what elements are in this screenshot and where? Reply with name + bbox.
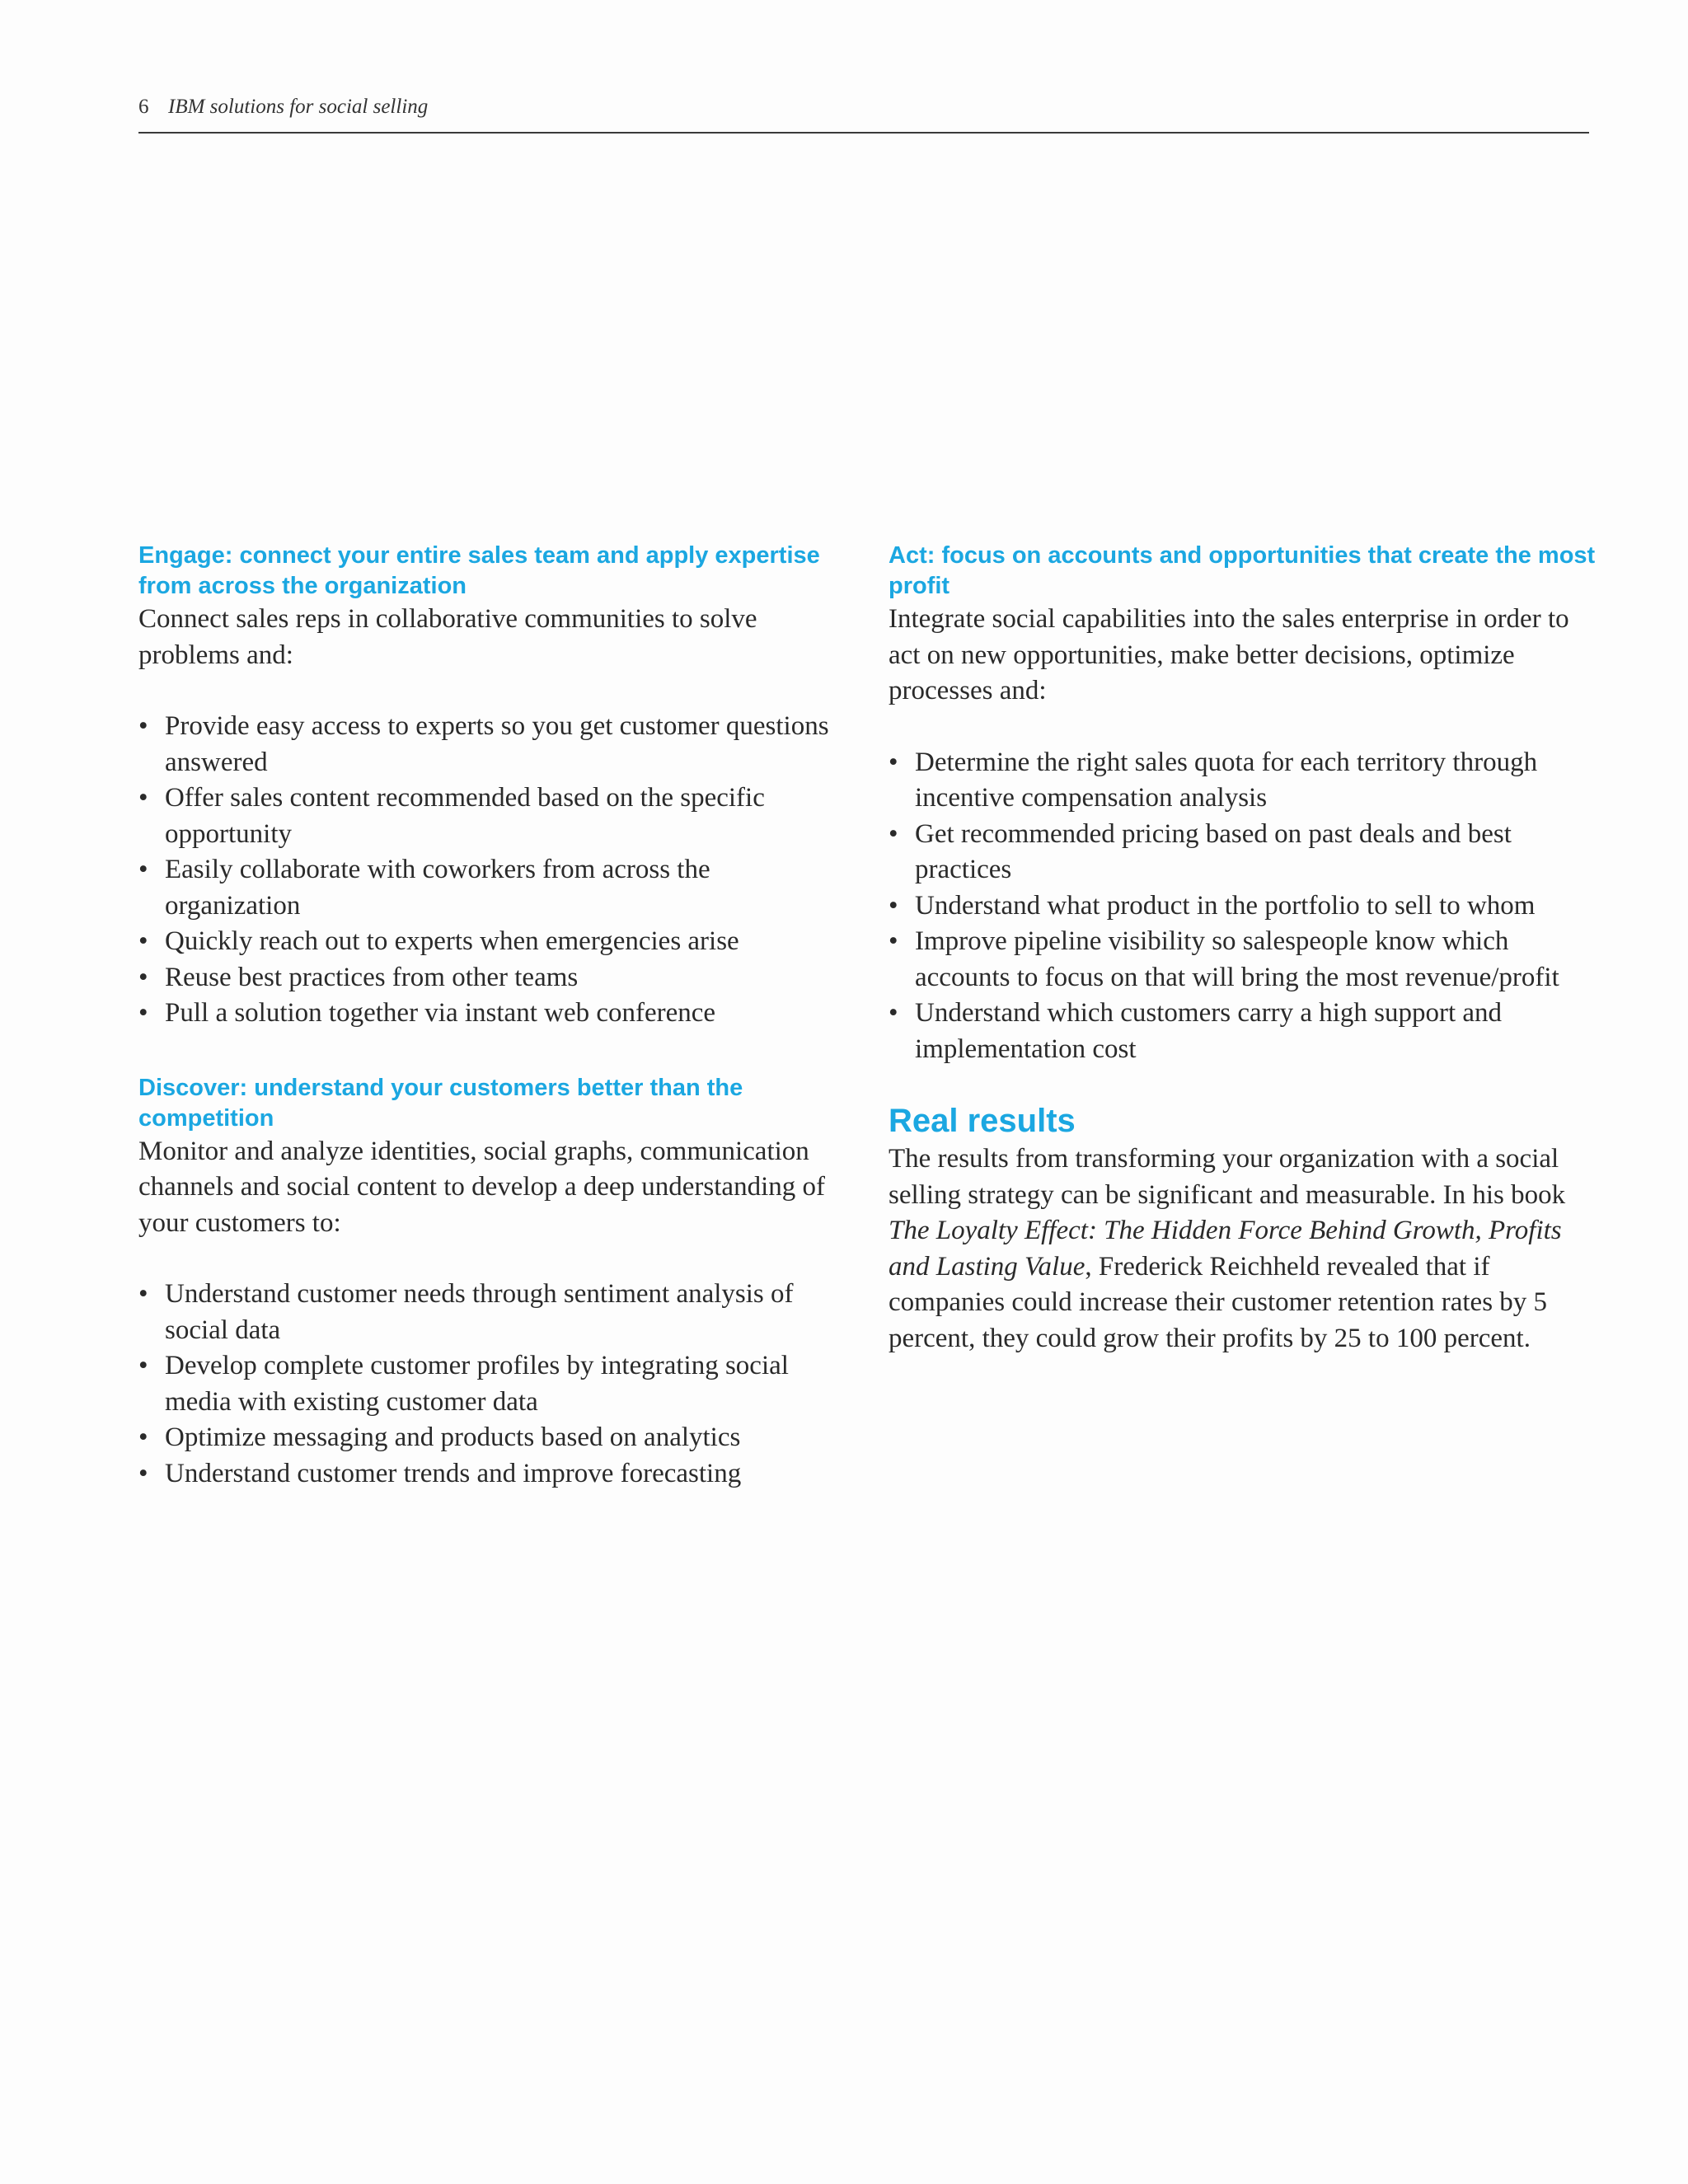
bullet-icon: • (138, 711, 148, 741)
engage-section (138, 541, 831, 1032)
act-intro: Integrate social capabilities into the sales enterprise in order to act on new opportunities, make better decisions, optimize processes and: (889, 604, 1569, 705)
real-results-paragraph (889, 1141, 1597, 1357)
results-text-part-2: , Frederick Reichheld revealed that if companies could increase their customer retention rates by 5 percent, they could grow their profits by 25 to 100 percent. (889, 1251, 1548, 1353)
engage-heading: Engage: connect your entire sales team and apply expertise from across the organization (138, 542, 820, 599)
bullet-icon: • (889, 998, 898, 1028)
right-column (889, 541, 1597, 1357)
act-section (889, 541, 1597, 1067)
list-item: • Get recommended pricing based on past deals and best practices (889, 817, 1597, 888)
list-item: • Easily collaborate with coworkers from across the organization (138, 852, 831, 924)
bullet-icon: • (138, 962, 148, 992)
real-results-heading: Real results (889, 1103, 1076, 1139)
bullet-icon: • (138, 783, 148, 813)
engage-bullet-list (138, 709, 831, 1032)
section-spacer (138, 1032, 831, 1073)
left-column (138, 541, 831, 1492)
page-header (138, 91, 1589, 134)
running-header-title: IBM solutions for social selling (168, 96, 429, 118)
bullet-icon: • (889, 747, 898, 777)
list-item: • Understand which customers carry a high support and implementation cost (889, 996, 1597, 1067)
discover-intro: Monitor and analyze identities, social graphs, communication channels and social content to develop a deep understanding of your customers to: (138, 1136, 825, 1238)
list-item: • Understand customer needs through sentiment analysis of social data (138, 1277, 831, 1348)
engage-intro: Connect sales reps in collaborative communities to solve problems and: (138, 604, 757, 670)
list-item: • Quickly reach out to experts when emergencies arise (138, 924, 831, 960)
bullet-icon: • (138, 998, 148, 1028)
list-item: • Provide easy access to experts so you get customer questions answered (138, 709, 831, 780)
bullet-icon: • (138, 1422, 148, 1452)
list-item: • Reuse best practices from other teams (138, 960, 831, 996)
bullet-icon: • (138, 855, 148, 884)
bullet-icon: • (889, 890, 898, 921)
list-item: • Determine the right sales quota for each territory through incentive compensation analysis (889, 745, 1597, 817)
list-item: • Understand customer trends and improve forecasting (138, 1456, 831, 1493)
section-spacer (889, 1067, 1597, 1100)
bullet-icon: • (138, 926, 148, 956)
discover-bullet-list (138, 1277, 831, 1492)
bullet-icon: • (138, 1351, 148, 1380)
list-item: • Pull a solution together via instant web conference (138, 996, 831, 1032)
act-heading: Act: focus on accounts and opportunities that create the most profit (889, 542, 1596, 599)
book-title: The Loyalty Effect: The Hidden Force Behind Growth, Profits and Lasting Value (889, 1216, 1562, 1282)
list-item: • Offer sales content recommended based on the specific opportunity (138, 780, 831, 852)
bullet-icon: • (889, 818, 898, 849)
list-item: • Improve pipeline visibility so salespeople know which accounts to focus on that will bring the most revenue/profit (889, 924, 1597, 996)
bullet-icon: • (138, 1279, 148, 1309)
act-bullet-list (889, 745, 1597, 1068)
list-item: • Understand what product in the portfolio to sell to whom (889, 888, 1597, 925)
discover-section (138, 1073, 831, 1493)
list-item: • Optimize messaging and products based on analytics (138, 1420, 831, 1456)
bullet-icon: • (889, 926, 898, 956)
results-text-part-1: The results from transforming your organization with a social selling strategy can be significant and measurable. In his book (889, 1144, 1566, 1210)
real-results-section (889, 1100, 1597, 1357)
bullet-icon: • (138, 1458, 148, 1488)
list-item: • Develop complete customer profiles by integrating social media with existing customer data (138, 1348, 831, 1420)
discover-heading: Discover: understand your customers better than the competition (138, 1074, 743, 1132)
page-number: 6 (138, 96, 149, 118)
